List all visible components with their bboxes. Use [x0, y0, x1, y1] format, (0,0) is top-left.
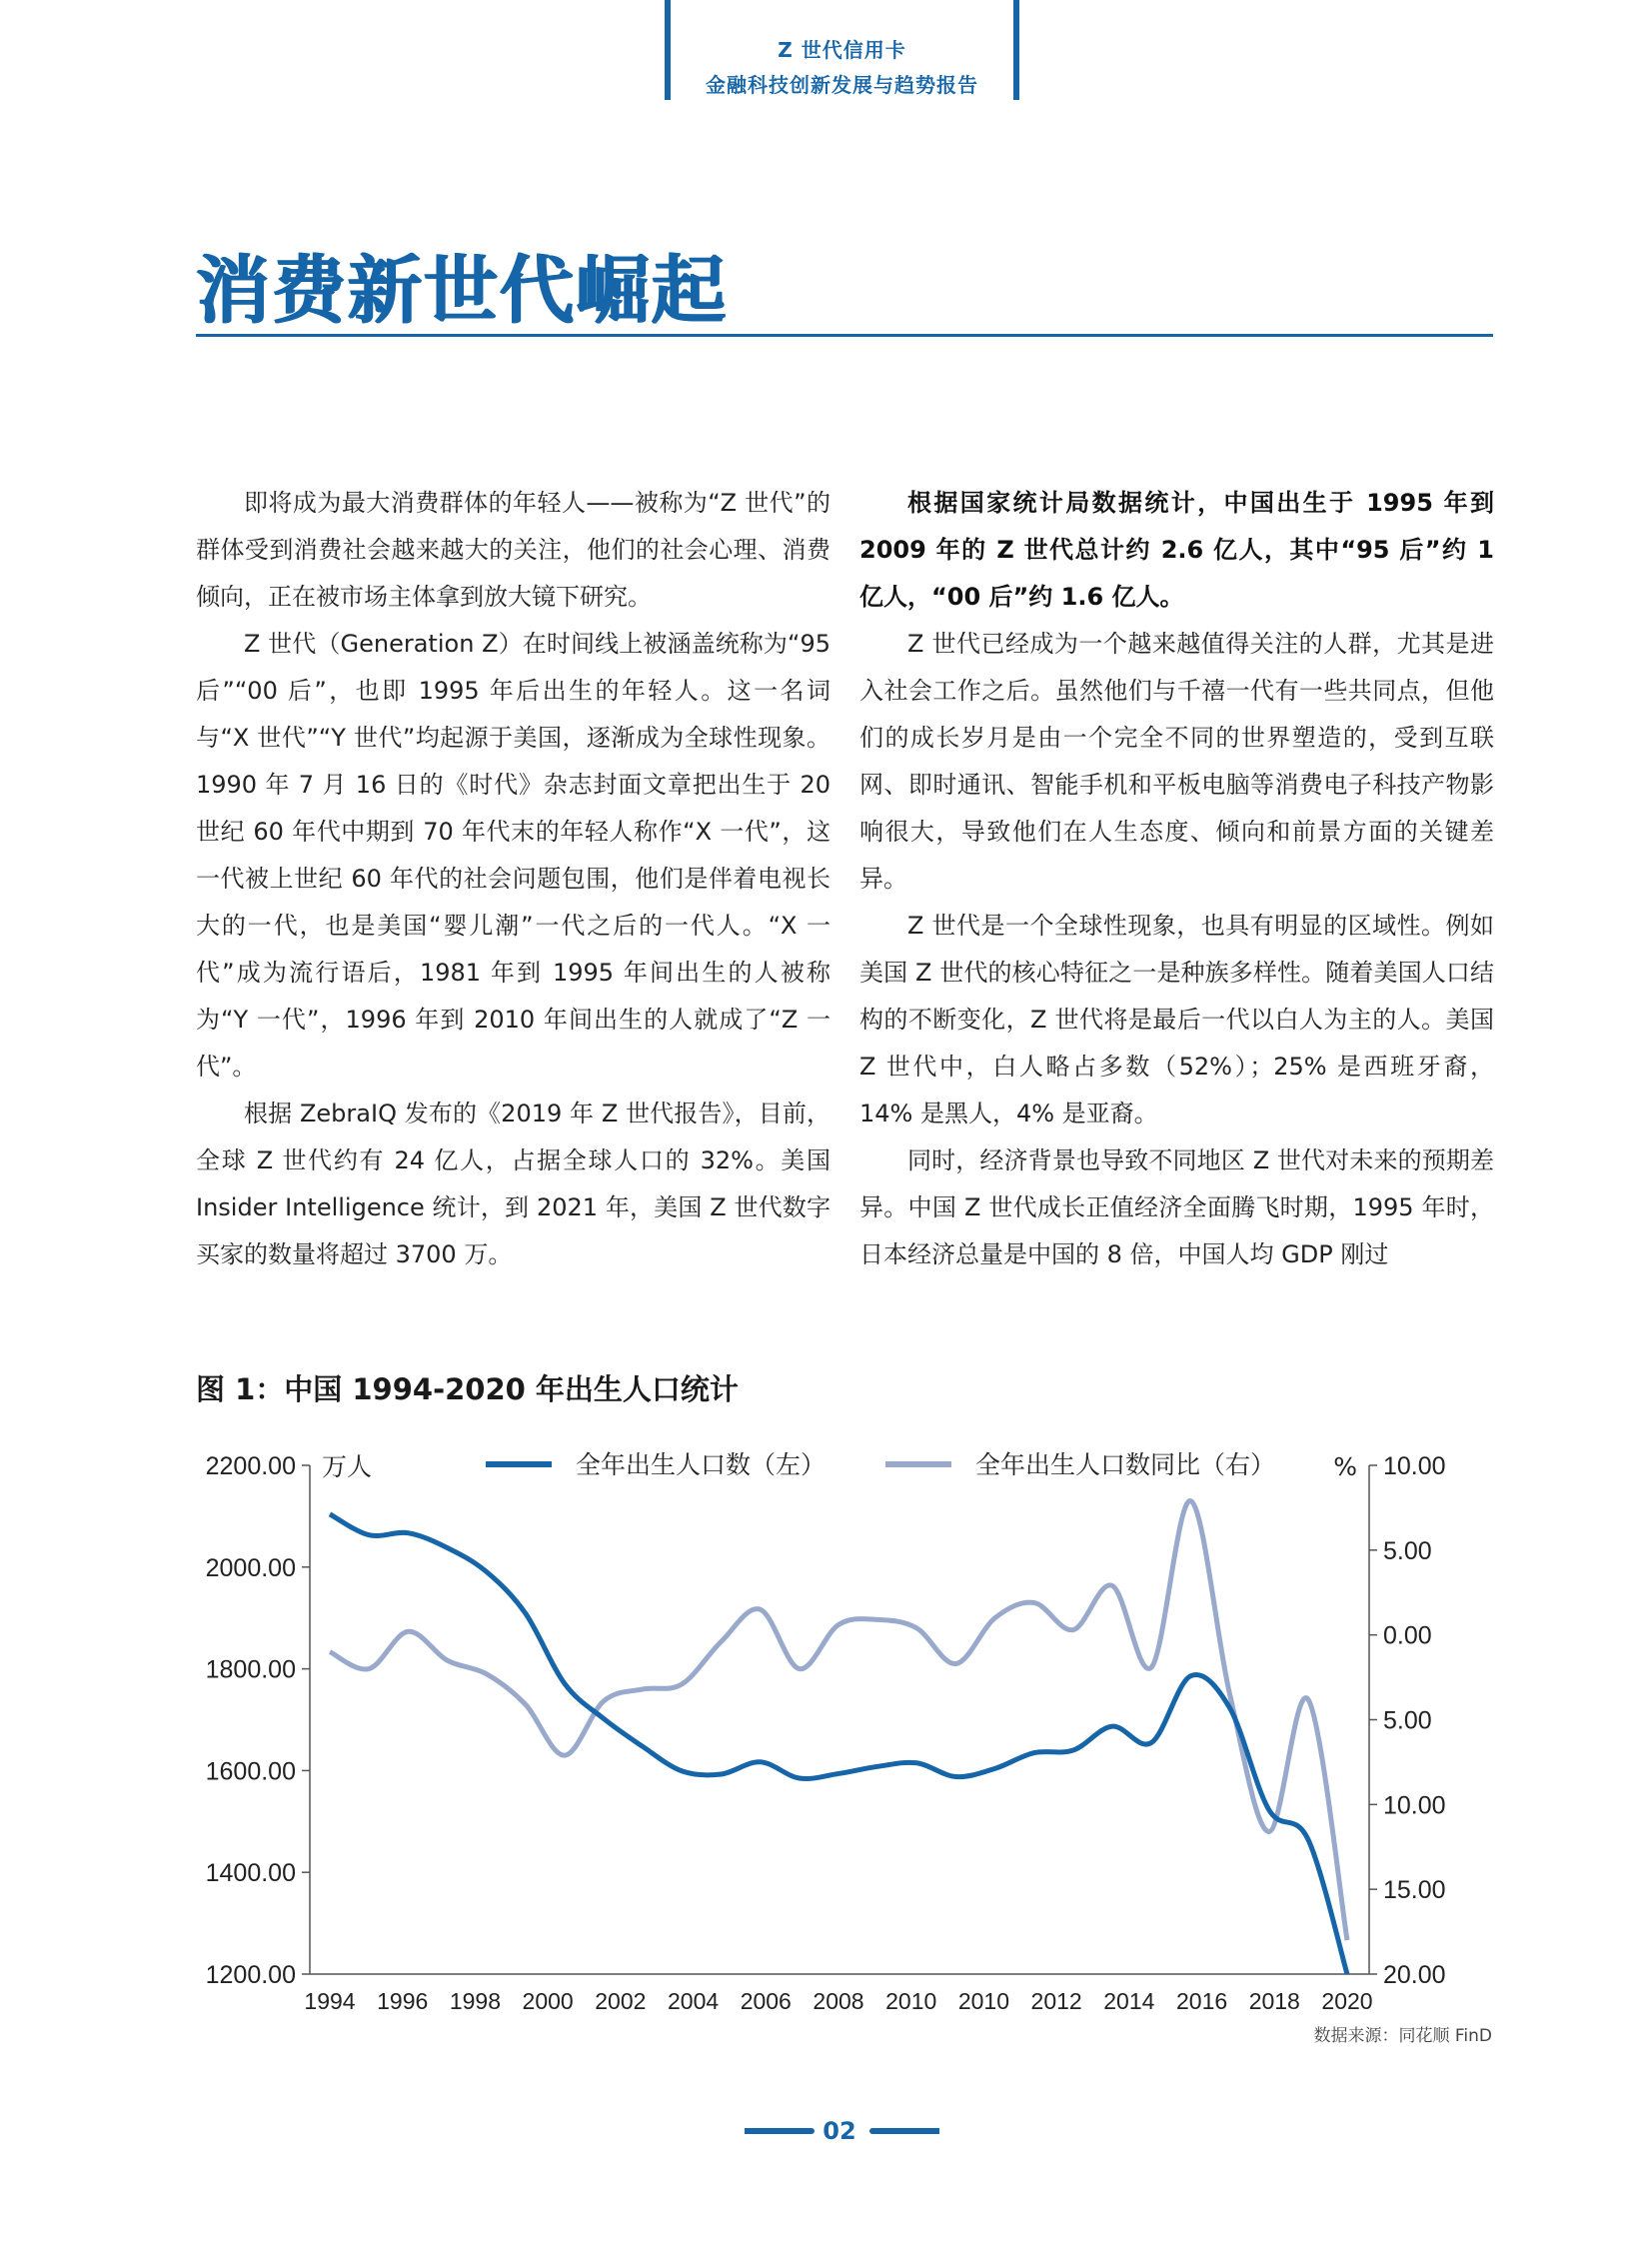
right-tick-label: 20.00: [1383, 1961, 1446, 1989]
left-tick-label: 1400.00: [205, 1859, 296, 1888]
x-tick-label: 1994: [304, 1988, 356, 2014]
x-tick-label: 2006: [740, 1988, 792, 2014]
birth-population-chart: [190, 1419, 1489, 2019]
legend-label-yoy: 全年出生人口数同比（右）: [975, 1450, 1276, 1479]
title-divider: [196, 334, 1493, 337]
x-tick-label: 2014: [1103, 1988, 1155, 2014]
right-tick-label: 5.00: [1383, 1706, 1432, 1735]
right-tick-label: 0.00: [1383, 1621, 1432, 1650]
header-title-line2: 金融科技创新发展与趋势报告: [706, 73, 978, 97]
left-tick-label: 2200.00: [205, 1452, 296, 1480]
x-tick-label: 2018: [1248, 1988, 1300, 2014]
left-paragraph-3: 根据 ZebraIQ 发布的《2019 年 Z 世代报告》，目前，全球 Z 世代约有 24 亿人，占据全球人口的 32%。美国 Insider Intelligence 统计，到 2021 年，美国 Z 世代数字买家的数量将超过 3700 万。: [196, 1100, 830, 1268]
report-header-tab: [665, 0, 1019, 100]
right-tick-label: 10.00: [1383, 1791, 1446, 1820]
x-tick-label: 2020: [1321, 1988, 1373, 2014]
legend-label-births: 全年出生人口数（左）: [576, 1450, 826, 1479]
x-tick-label: 2000: [522, 1988, 574, 2014]
x-tick-label: 2004: [667, 1988, 720, 2014]
left-tick-label: 1200.00: [205, 1961, 296, 1989]
footer-ornament-right: [869, 2128, 939, 2134]
right-text-column: [859, 480, 1494, 1278]
page-title: 消费新世代崛起: [196, 248, 728, 334]
highlight-paragraph: 根据国家统计局数据统计，中国出生于 1995 年到 2009 年的 Z 世代总计约 2.6 亿人，其中“95 后”约 1 亿人，“00 后”约 1.6 亿人。: [859, 489, 1494, 611]
left-text-column: [196, 480, 830, 1278]
x-tick-label: 2002: [595, 1988, 647, 2014]
left-axis-unit: 万人: [322, 1452, 373, 1481]
left-tick-label: 2000.00: [205, 1553, 296, 1582]
x-tick-label: 2010: [885, 1988, 937, 2014]
x-tick-label: 1998: [449, 1988, 502, 2014]
x-tick-label: 2008: [813, 1988, 864, 2014]
left-tick-label: 1800.00: [205, 1655, 296, 1684]
right-paragraph-2: Z 世代是一个全球性现象，也具有明显的区域性。例如美国 Z 世代的核心特征之一是种族多样性。随着美国人口结构的不断变化，Z 世代将是最后一代以白人为主的人。美国 Z 世代中，白人略占多数（52%）；25% 是西班牙裔，14% 是黑人，4% 是亚裔。: [859, 912, 1494, 1127]
x-tick-label: 2010: [957, 1988, 1010, 2014]
figure-title: 图 1：中国 1994-2020 年出生人口统计: [196, 1372, 739, 1406]
x-tick-label: 2016: [1175, 1988, 1228, 2014]
x-tick-label: 2012: [1030, 1988, 1082, 2014]
right-tick-label: 5.00: [1383, 1536, 1432, 1565]
data-source-note: 数据来源：同花顺 FinD: [1313, 2026, 1492, 2046]
right-axis-unit: %: [1333, 1452, 1357, 1481]
right-tick-label: 15.00: [1383, 1876, 1446, 1905]
right-paragraph-3: 同时，经济背景也导致不同地区 Z 世代对未来的预期差异。中国 Z 世代成长正值经济全面腾飞时期，1995 年时，日本经济总量是中国的 8 倍，中国人均 GDP 刚过: [859, 1146, 1494, 1268]
series-line-births: [330, 1514, 1347, 1974]
right-paragraph-1: Z 世代已经成为一个越来越值得关注的人群，尤其是进入社会工作之后。虽然他们与千禧一代有一些共同点，但他们的成长岁月是由一个完全不同的世界塑造的，受到互联网、即时通讯、智能手机和平板电脑等消费电子科技产物影响很大，导致他们在人生态度、倾向和前景方面的关键差异。: [859, 630, 1494, 893]
x-tick-label: 1996: [377, 1988, 429, 2014]
right-tick-label: 10.00: [1383, 1452, 1446, 1480]
left-tick-label: 1600.00: [205, 1757, 296, 1786]
header-title-line1: Z 世代信用卡: [778, 38, 906, 62]
left-paragraph-2: Z 世代（Generation Z）在时间线上被涵盖统称为“95 后”“00 后”，也即 1995 年后出生的年轻人。这一名词与“X 世代”“Y 世代”均起源于美国，逐渐成为全球性现象。1990 年 7 月 16 日的《时代》杂志封面文章把出生于 20 世纪 60 年代中期到 70 年代末的年轻人称作“X 一代”，这一代被上世纪 60 年代的社会问题包围，他们是伴着电视长大的一代，也是美国“婴儿潮”一代之后的一代人。“X 一代”成为流行语后，1981 年到 1995 年间出生的人被称为“Y 一代”，1996 年到 2010 年间出生的人就成了“Z 一代”。: [196, 630, 830, 1081]
left-paragraph-1: 即将成为最大消费群体的年轻人——被称为“Z 世代”的群体受到消费社会越来越大的关注，他们的社会心理、消费倾向，正在被市场主体拿到放大镜下研究。: [196, 489, 830, 611]
page-number: 02: [823, 2117, 856, 2145]
